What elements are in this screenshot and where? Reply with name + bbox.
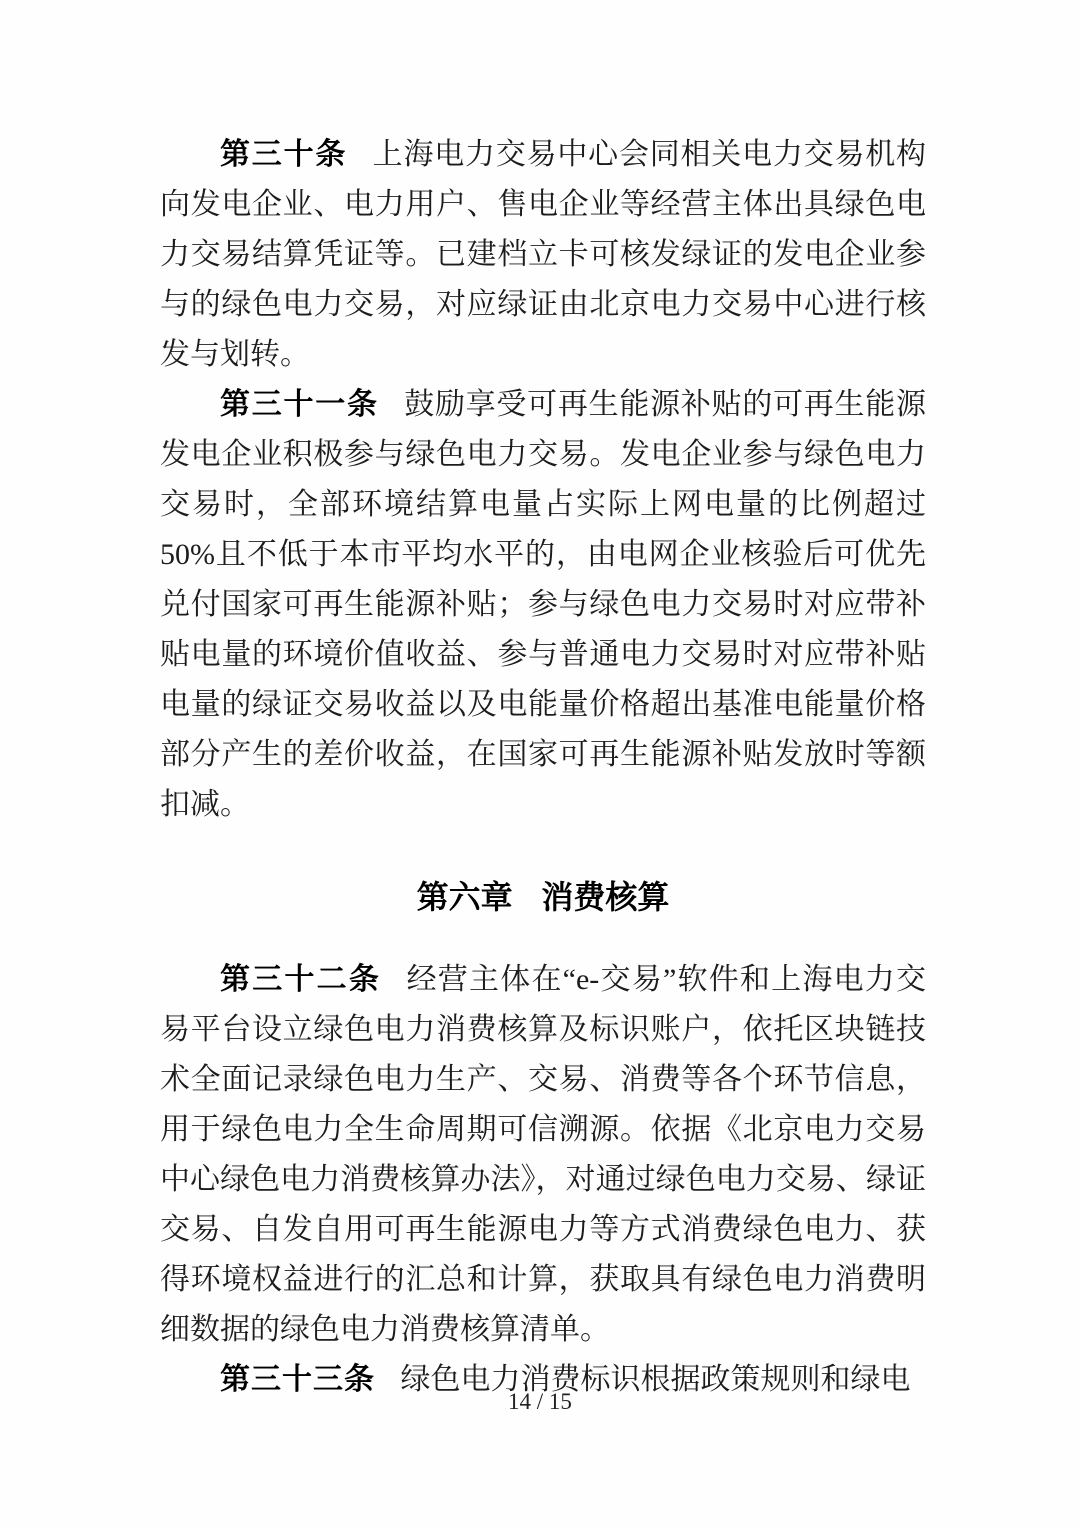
- chapter-title: 消费核算: [541, 879, 670, 915]
- chapter-number: 第六章: [416, 879, 513, 915]
- article-text: 绿色电力消费标识根据政策规则和绿电: [400, 1363, 911, 1396]
- article-text: 上海电力交易中心会同相关电力交易机构向发电企业、电力用户、售电企业等经营主体出具绿色电力交易结算凭证等。已建档立卡可核发绿证的发电企业参与的绿色电力交易，对应绿证由北京电力交易中心进行核发与划转。: [160, 138, 927, 371]
- article-text: 经营主体在“e-交易”软件和上海电力交易平台设立绿色电力消费核算及标识账户，依托区块链技术全面记录绿色电力生产、交易、消费等各个环节信息，用于绿色电力全生命周期可信溯源。依据《北京电力交易中心绿色电力消费核算办法》，对通过绿色电力交易、绿证交易、自发自用可再生能源电力等方式消费绿色电力、获得环境权益进行的汇总和计算，获取具有绿色电力消费明细数据的绿色电力消费核算清单。: [160, 963, 927, 1346]
- page-number: 14 / 15: [508, 1389, 572, 1414]
- article-paragraph-30: [160, 130, 926, 380]
- document-body: [160, 130, 926, 1405]
- article-paragraph-31: [160, 380, 926, 830]
- chapter-heading: [160, 872, 926, 922]
- article-text: 鼓励享受可再生能源补贴的可再生能源发电企业积极参与绿色电力交易。发电企业参与绿色电力交易时，全部环境结算电量占实际上网电量的比例超过 50%且不低于本市平均水平的，由电网企业核验后可优先兑付国家可再生能源补贴；参与绿色电力交易时对应带补贴电量的环境价值收益、参与普通电力交易时对应带补贴电量的绿证交易收益以及电能量价格超出基准电能量价格部分产生的差价收益，在国家可再生能源补贴发放时等额扣减。: [160, 388, 927, 821]
- article-number: 第三十二条: [220, 963, 382, 996]
- article-number: 第三十一条: [220, 388, 379, 421]
- article-paragraph-32: [160, 955, 926, 1355]
- article-number: 第三十条: [220, 138, 348, 171]
- article-number: 第三十三条: [220, 1363, 375, 1396]
